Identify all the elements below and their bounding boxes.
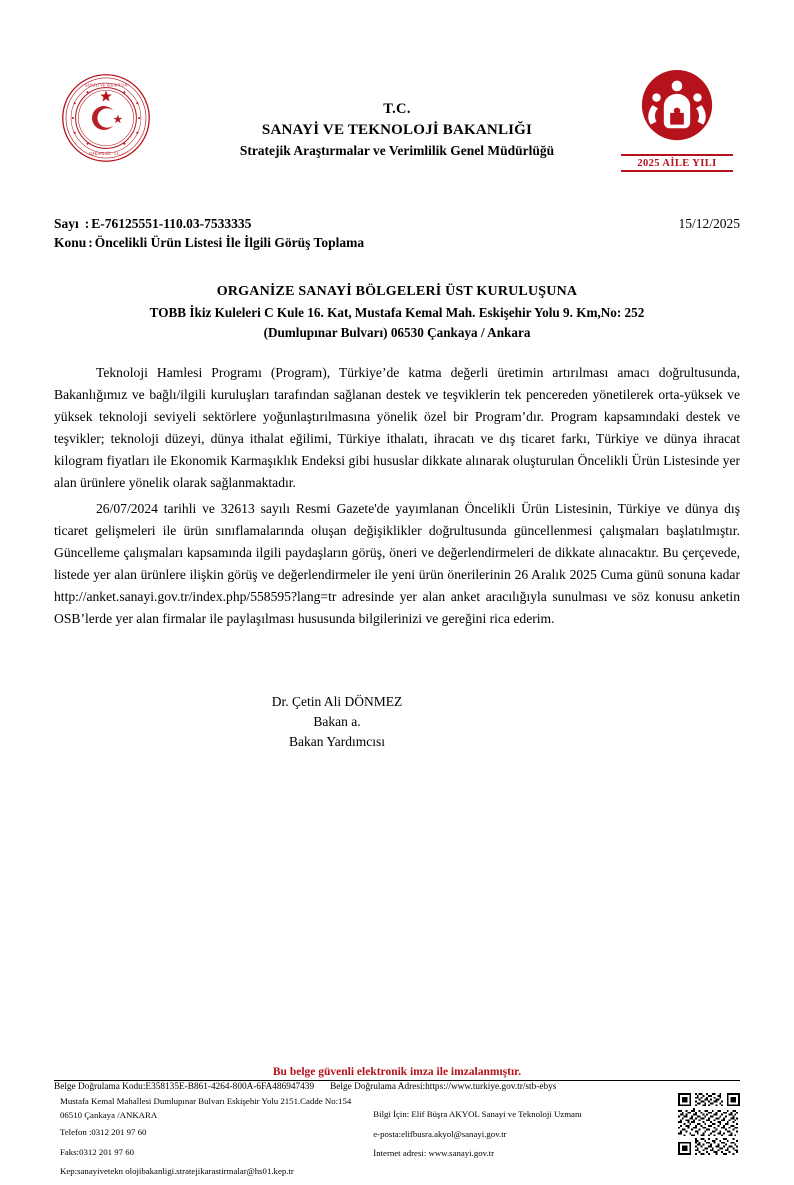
electronic-signature-note: Bu belge güvenli elektronik imza ile imzalanmıştır. [272, 1065, 522, 1078]
document-body [0, 362, 794, 630]
footer-postal-address: Mustafa Kemal Mahallesi Dumlupınar Bulvarı Eskişehir Yolu 2151.Cadde No:154 06510 Çankaya /ANKARA [60, 1095, 352, 1120]
footer-kep: Kep:sanayivetekn olojibakanligi.stratejikarastirmalar@hs01.kep.tr [60, 1166, 294, 1177]
sayi-label: Sayı [54, 216, 79, 231]
body-paragraph-1: Teknoloji Hamlesi Programı (Program), Türkiye’de katma değerli üretimin artırılması amacı doğrultusunda, Bakanlığımız ve bağlı/ilgili kuruluşları tarafından sağlanan destek ve teşviklerin tek pencereden yönetilerek orta-yüksek ve yüksek teknoloji seviyeli sektörlere yoğunlaştırılmasına yönelik özel bir Program’dır. Program kapsamındaki destek ve teşvikler; teknoloji düzeyi, dünya ithalat eğilimi, Türkiye ithalatı, ihracatı ve dış ticaret farkı, Türkiye ve dünya ihracat kilogram fiyatları ile Ekonomik Karmaşıklık Endeksi gibi hususlar dikkate alınarak oluşturulan Öncelikli Ürün Listesinde yer alan ürünlere yönelik olarak sağlanmaktadır. [54, 364, 740, 490]
konu-value: Öncelikli Ürün Listesi İle İlgili Görüş Toplama [94, 235, 365, 250]
footer-right-column [373, 1095, 668, 1179]
meta-row-sayi [54, 216, 740, 232]
heading-ministry: SANAYİ VE TEKNOLOJİ BAKANLIĞI [261, 121, 533, 138]
signature-block [0, 692, 794, 753]
2025-family-year-emblem-icon [612, 68, 742, 180]
footer-fax: Faks:0312 201 97 60 [60, 1146, 135, 1157]
svg-text:SANAYİ VE TEKNOLOJİ: SANAYİ VE TEKNOLOJİ [84, 83, 128, 88]
signer-title-2: Bakan Yardımcısı [289, 734, 385, 750]
republic-of-turkiye-ministry-seal-icon [60, 72, 152, 164]
signer-name: Dr. Çetin Ali DÖNMEZ [271, 693, 403, 709]
heading-directorate: Stratejik Araştırmalar ve Verimlilik Genel Müdürlüğü [239, 142, 555, 158]
sayi-separator: : [84, 216, 90, 231]
konu-label: Konu [54, 235, 87, 250]
addressee-address-line-2: (Dumlupınar Bulvarı) 06530 Çankaya / Ankara [263, 325, 531, 341]
addressee-address-line-1: TOBB İkiz Kuleleri C Kule 16. Kat, Mustafa Kemal Mah. Eskişehir Yolu 9. Km,No: 252 [149, 304, 645, 320]
document-date: 15/12/2025 [678, 216, 740, 231]
emblem-divider [621, 154, 733, 156]
konu-separator: : [88, 235, 93, 250]
verification-line [54, 1080, 740, 1092]
addressee-block [0, 281, 794, 344]
footer-phone: Telefon :0312 201 97 60 [60, 1127, 147, 1138]
footer-contact-grid [54, 1095, 740, 1179]
verification-address: Belge Doğrulama Adresi:https://www.turkiye.gov.tr/stb-ebys [330, 1081, 557, 1092]
footer-email: e-posta:elifbusra.akyol@sanayi.gov.tr [373, 1128, 507, 1139]
footer-left-column [54, 1095, 373, 1179]
document-page [0, 62, 794, 1185]
addressee-organization: ORGANİZE SANAYİ BÖLGELERİ ÜST KURULUŞUNA [216, 284, 578, 299]
heading-republic: T.C. [383, 101, 411, 117]
footer-website: İnternet adresi: www.sanayi.gov.tr [373, 1148, 495, 1159]
document-header [0, 62, 794, 192]
signer-title-1: Bakan a. [313, 714, 361, 730]
sayi-value: E-76125551-110.03-7533335 [91, 216, 252, 231]
footer-info-contact: Bilgi İçin: Elif Büşra AKYOL Sanayi ve Teknoloji Uzmanı [373, 1108, 582, 1119]
family-year-label: 2025 AİLE YILI [637, 158, 717, 169]
verification-code: Belge Doğrulama Kodu:E358135E-B861-4264-800A-6FA486947439 [54, 1081, 315, 1092]
document-footer [0, 1066, 794, 1185]
body-paragraph-2: 26/07/2024 tarihli ve 32613 sayılı Resmi Gazete'de yayımlanan Öncelikli Ürün Listesinin, Türkiye ve dünya dış ticaret gelişmeleri ile ürün sınıflamalarında oluşan değişiklikler doğrultusunda güncellenmesi çalışmaları başlatılmıştır. Güncelleme çalışmaları kapsamında ilgili paydaşların görüş, öneri ve değerlendirmeleri de dikkate alınacaktır. Bu çerçevede, listede yer alan ürünlere ilişkin görüş ve değerlendirmeler ile yeni ürün önerilerinin 26 Aralık 2025 Cuma günü sonuna kadar http://anket.sanayi.gov.tr/index.php/558595?lang=tr adresinde yer alan anket aracılığıyla sunulması ve söz konusu anketin OSB’lerde yer alan firmalar ile paylaşılması hususunda bilgilerinizi ve gereğini rica ederim. [54, 500, 740, 626]
meta-row-konu [54, 235, 740, 251]
footer-columns [54, 1095, 668, 1179]
emblem-divider-2 [621, 170, 733, 172]
document-verification-qr-code-icon [678, 1093, 740, 1155]
document-meta [0, 216, 794, 251]
svg-text:BAKANLIĞI · T.C. ·: BAKANLIĞI · T.C. · [89, 151, 123, 156]
